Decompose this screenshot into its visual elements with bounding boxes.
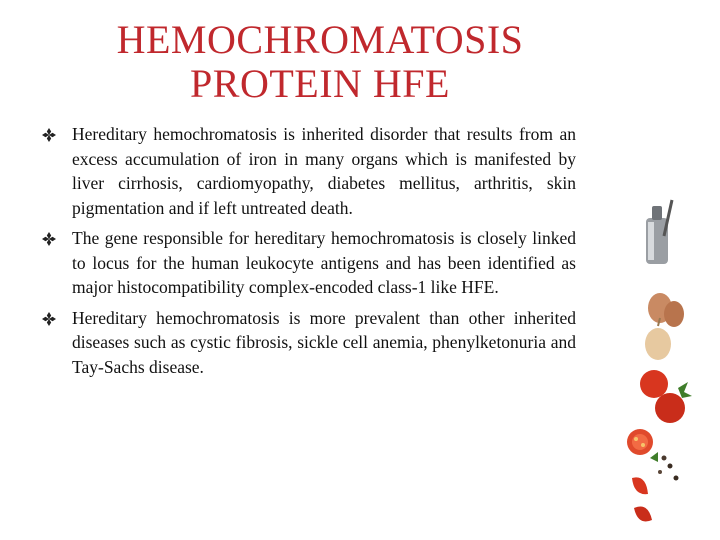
title-line-2: PROTEIN HFE: [190, 61, 450, 106]
bullet-item: [40, 306, 576, 380]
tomato-wedge-icon: [632, 477, 648, 494]
tomato-wedge-icon: [634, 507, 652, 522]
bullet-text: Hereditary hemochromatosis is inherited disorder that results from an excess accumulation of iron in many organs which is manifested by liver cirrhosis, cardiomyopathy, diabetes mellitus, arthritis, skin pigmentation and if left untreated death.: [72, 124, 576, 218]
peppercorn-icon: [662, 456, 667, 461]
slide-title: [60, 18, 580, 106]
bullet-list: [40, 122, 576, 385]
tomato-icon: [640, 370, 668, 398]
title-line-1: HEMOCHROMATOSIS: [116, 17, 524, 62]
vegetables-decoration-icon: [612, 196, 720, 540]
bullet-item: [40, 226, 576, 300]
bullet-text: Hereditary hemochromatosis is more prevalent than other inherited diseases such as cystic fibrosis, sickle cell anemia, phenylketonuria and Tay-Sachs disease.: [72, 307, 576, 377]
basil-leaf-icon: [678, 382, 692, 398]
diamond-bullet-icon: [42, 312, 56, 326]
diamond-bullet-icon: [42, 128, 56, 142]
bullet-item: [40, 122, 576, 220]
bullet-text: The gene responsible for hereditary hemochromatosis is closely linked to locus for the human leukocyte antigens and has been identified as major histocompatibility complex-encoded class-1 like HFE.: [72, 228, 576, 297]
diamond-bullet-icon: [42, 232, 56, 246]
tomato-icon: [655, 393, 685, 423]
onion-icon: [645, 328, 671, 360]
